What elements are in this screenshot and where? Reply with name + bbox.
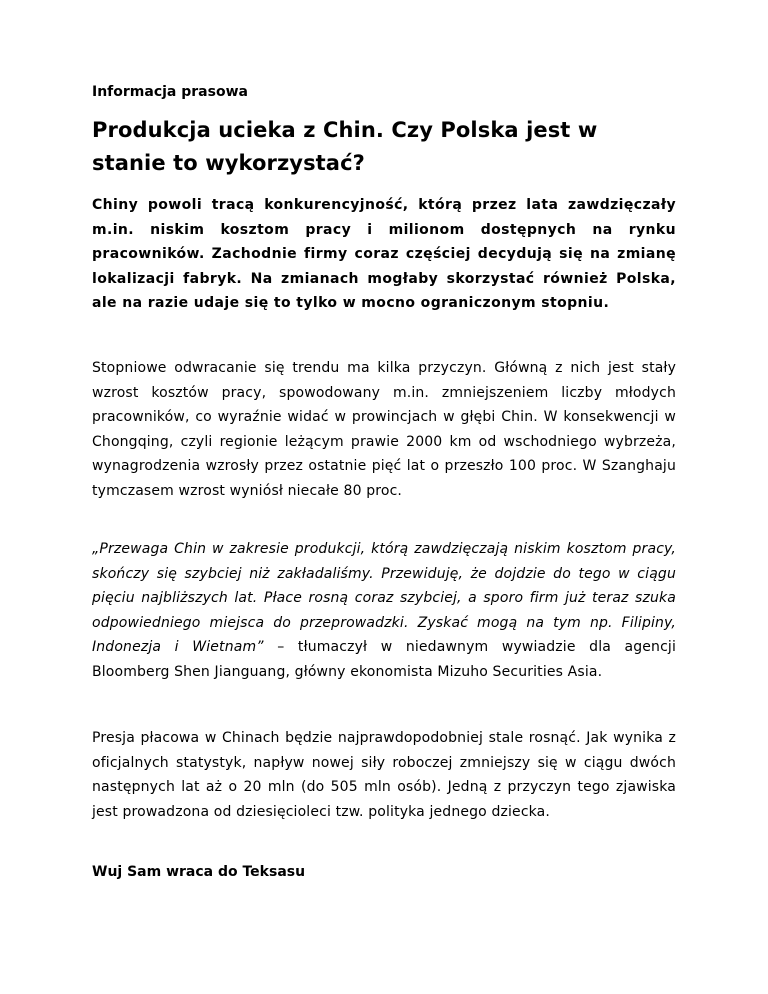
paragraph-quote	[92, 537, 676, 685]
article-title: Produkcja ucieka z Chin. Czy Polska jest w stanie to wykorzystać?	[92, 118, 598, 175]
quote-text: „Przewaga Chin w zakresie produkcji, którą zawdzięczają niskim kosztom pracy, skończy się szybciej niż zakładaliśmy. Przewiduję, że dojdzie do tego w ciągu pięciu najbliższych lat. Płace rosną coraz szybciej, a sporo firm już teraz szuka odpowiedniego miejsca do przeprowadzki. Zyskać mogą na tym np. Filipiny, Indonezja i Wietnam”	[92, 541, 676, 656]
article-lead: Chiny powoli tracą konkurencyjność, którą przez lata zawdzięczały m.in. niskim kosztom pracy i milionom dostępnych na rynku pracowników. Zachodnie firmy coraz częściej decydują się na zmianę lokalizacji fabryk. Na zmianach mogłaby skorzystać również Polska, ale na razie udaje się to tylko w mocno ograniczonym stopniu.	[92, 197, 676, 312]
section-heading: Wuj Sam wraca do Teksasu	[92, 864, 306, 880]
press-release-label: Informacja prasowa	[92, 84, 248, 100]
quote-attribution: – tłumaczył w niedawnym wywiadzie dla agencji Bloomberg Shen Jianguang, główny ekonomista Mizuho Securities Asia.	[92, 639, 676, 680]
paragraph-causes: Stopniowe odwracanie się trendu ma kilka przyczyn. Główną z nich jest stały wzrost kosztów pracy, spowodowany m.in. zmniejszeniem liczby młodych pracowników, co wyraźnie widać w prowincjach w głębi Chin. W konsekwencji w Chongqing, czyli regionie leżącym prawie 2000 km od wschodniego wybrzeża, wynagrodzenia wzrosły przez ostatnie pięć lat o przeszło 100 proc. W Szanghaju tymczasem wzrost wyniósł niecałe 80 proc.	[92, 360, 676, 499]
paragraph-wage-pressure: Presja płacowa w Chinach będzie najprawdopodobniej stale rosnąć. Jak wynika z oficjalnych statystyk, napływ nowej siły roboczej zmniejszy się w ciągu dwóch następnych lat aż o 20 mln (do 505 mln osób). Jedną z przyczyn tego zjawiska jest prowadzona od dziesięcioleci tzw. polityka jednego dziecka.	[92, 730, 676, 820]
